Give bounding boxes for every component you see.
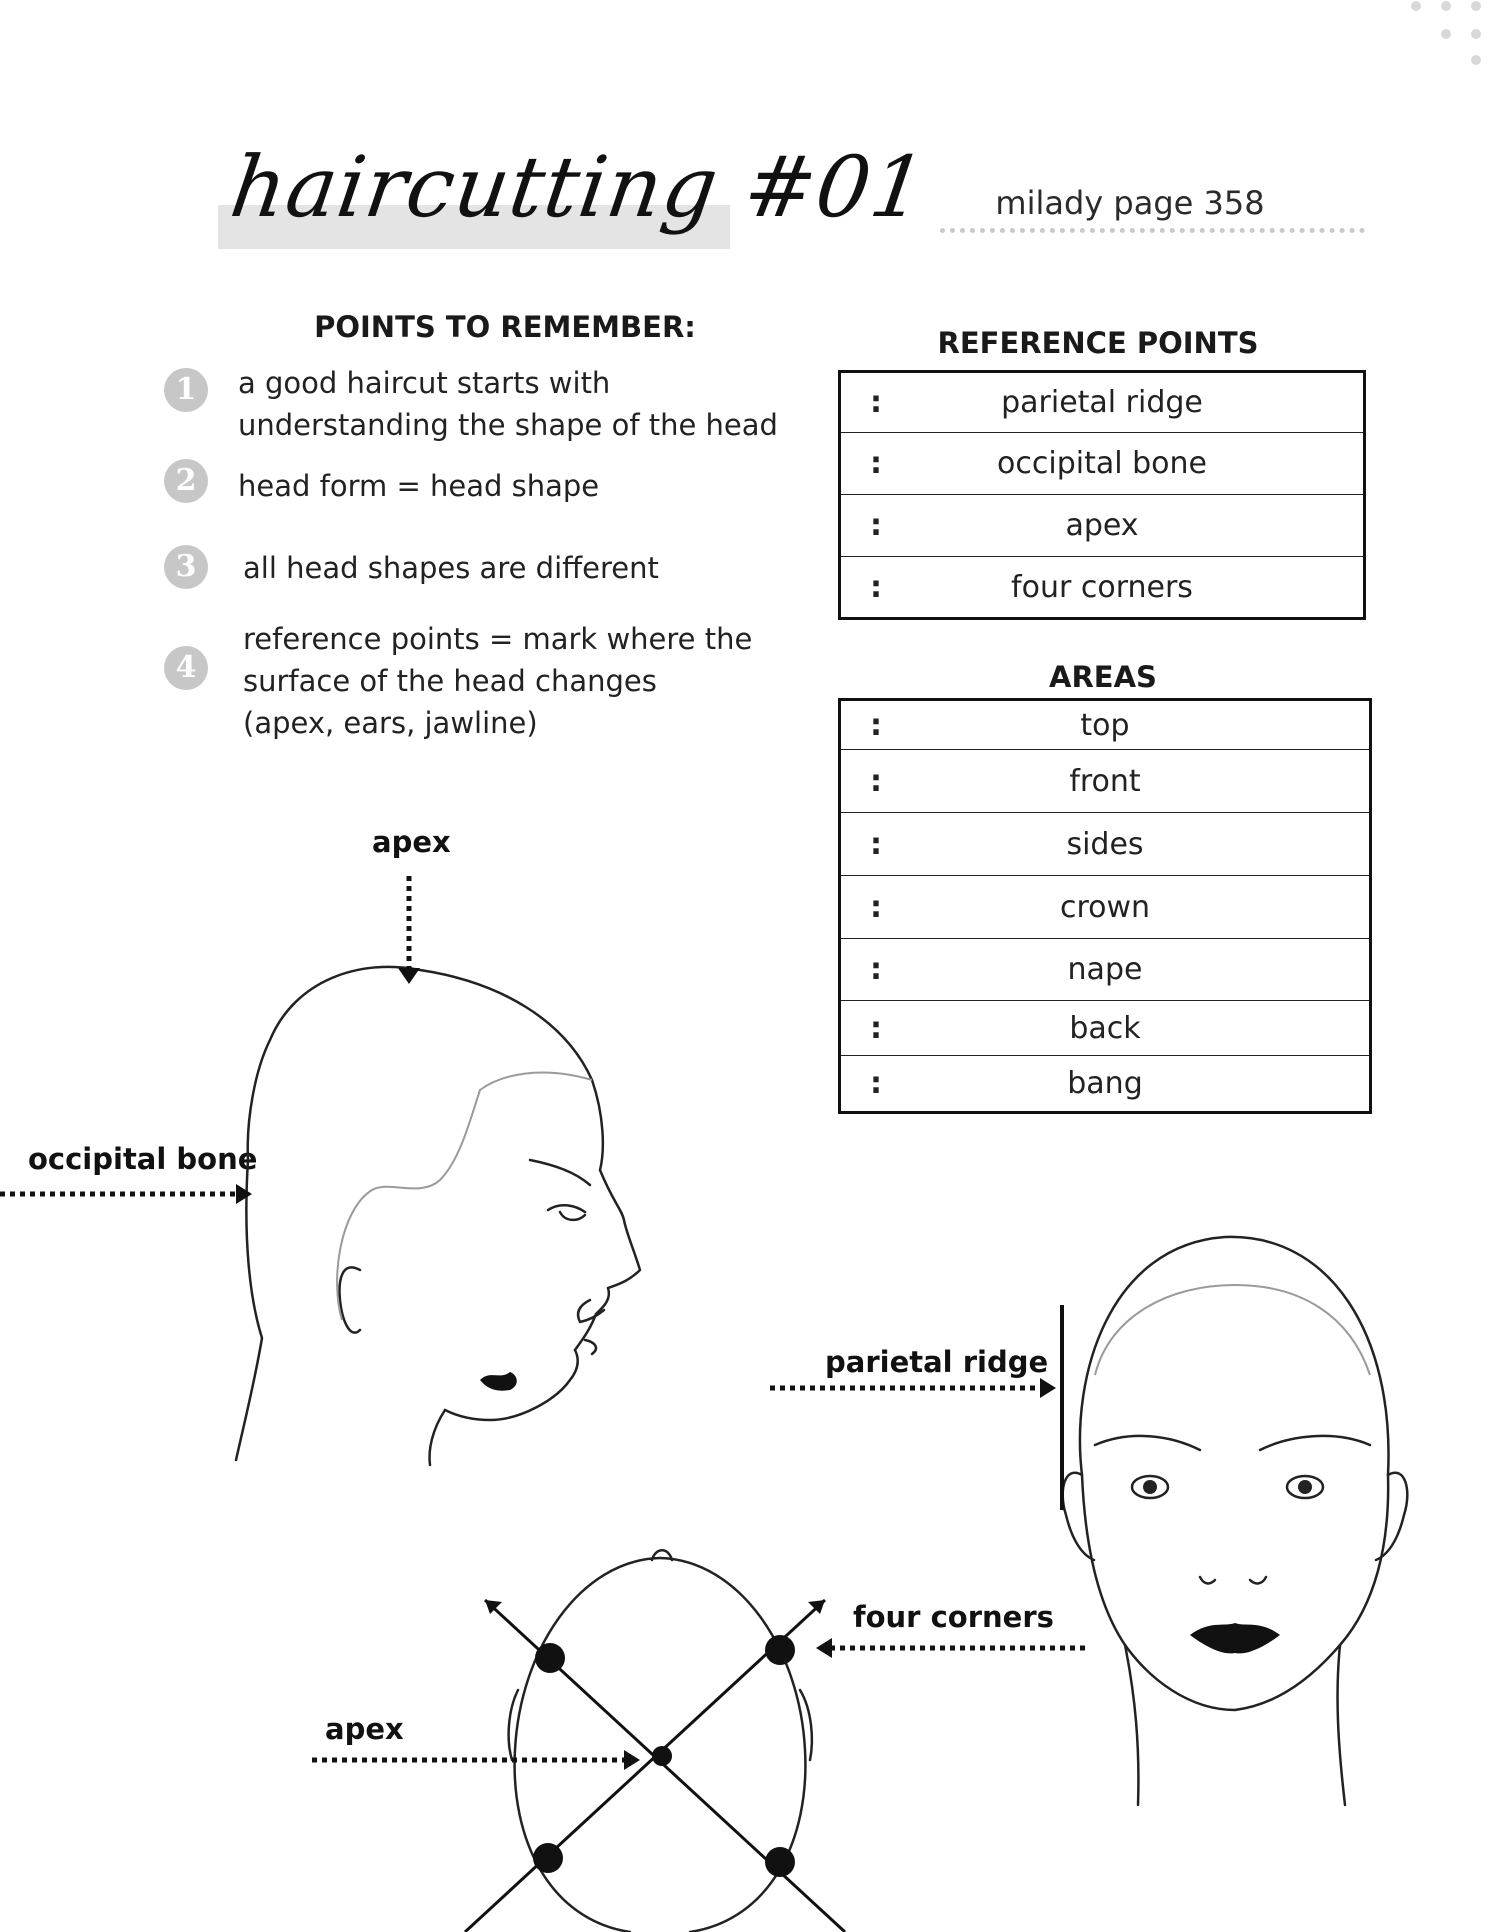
area-label: front — [911, 750, 1371, 813]
reference-points-heading: REFERENCE POINTS — [937, 326, 1259, 360]
row-separator: : — [840, 939, 912, 1001]
row-separator: : — [840, 700, 912, 750]
reference-point-label: occipital bone — [911, 433, 1365, 495]
occipital-bone-label: occipital bone — [28, 1142, 258, 1176]
row-separator: : — [840, 1001, 912, 1056]
row-separator: : — [840, 372, 912, 433]
area-label: sides — [911, 813, 1371, 876]
parietal-ridge-label: parietal ridge — [825, 1345, 1049, 1379]
point-3-text: all head shapes are different — [243, 551, 659, 585]
reference-point-label: four corners — [1011, 569, 1193, 605]
area-label: nape — [911, 939, 1371, 1001]
row-separator: : — [840, 750, 912, 813]
page-reference: milady page 358 — [995, 184, 1265, 222]
area-label: bang — [1067, 1066, 1143, 1101]
page-title: haircutting #01 — [225, 138, 933, 236]
number-3-icon: 3 — [164, 545, 208, 589]
points-heading: POINTS TO REMEMBER: — [314, 310, 696, 344]
point-1-text: a good haircut starts with understanding the shape of the head — [238, 366, 778, 442]
row-separator: : — [870, 1066, 882, 1101]
row-separator: : — [840, 876, 912, 939]
reference-point-label: apex — [911, 495, 1365, 557]
top-view-apex-label: apex — [325, 1712, 404, 1746]
row-separator: : — [840, 813, 912, 876]
area-label: top — [911, 700, 1371, 750]
row-separator: : — [840, 495, 912, 557]
number-2-icon: 2 — [164, 459, 208, 503]
number-4-icon: 4 — [164, 646, 208, 690]
point-4-text: reference points = mark where the surface of the head changes (apex, ears, jawline) — [243, 622, 753, 740]
area-label: crown — [911, 876, 1371, 939]
reference-point-label: parietal ridge — [911, 372, 1365, 433]
row-separator: : — [840, 433, 912, 495]
four-corners-label: four corners — [853, 1600, 1054, 1634]
number-1-icon: 1 — [164, 368, 208, 412]
area-label: back — [911, 1001, 1371, 1056]
point-2-text: head form = head shape — [238, 469, 600, 503]
side-apex-label: apex — [372, 825, 451, 859]
areas-heading: AREAS — [1049, 660, 1157, 694]
row-separator: : — [870, 569, 882, 605]
